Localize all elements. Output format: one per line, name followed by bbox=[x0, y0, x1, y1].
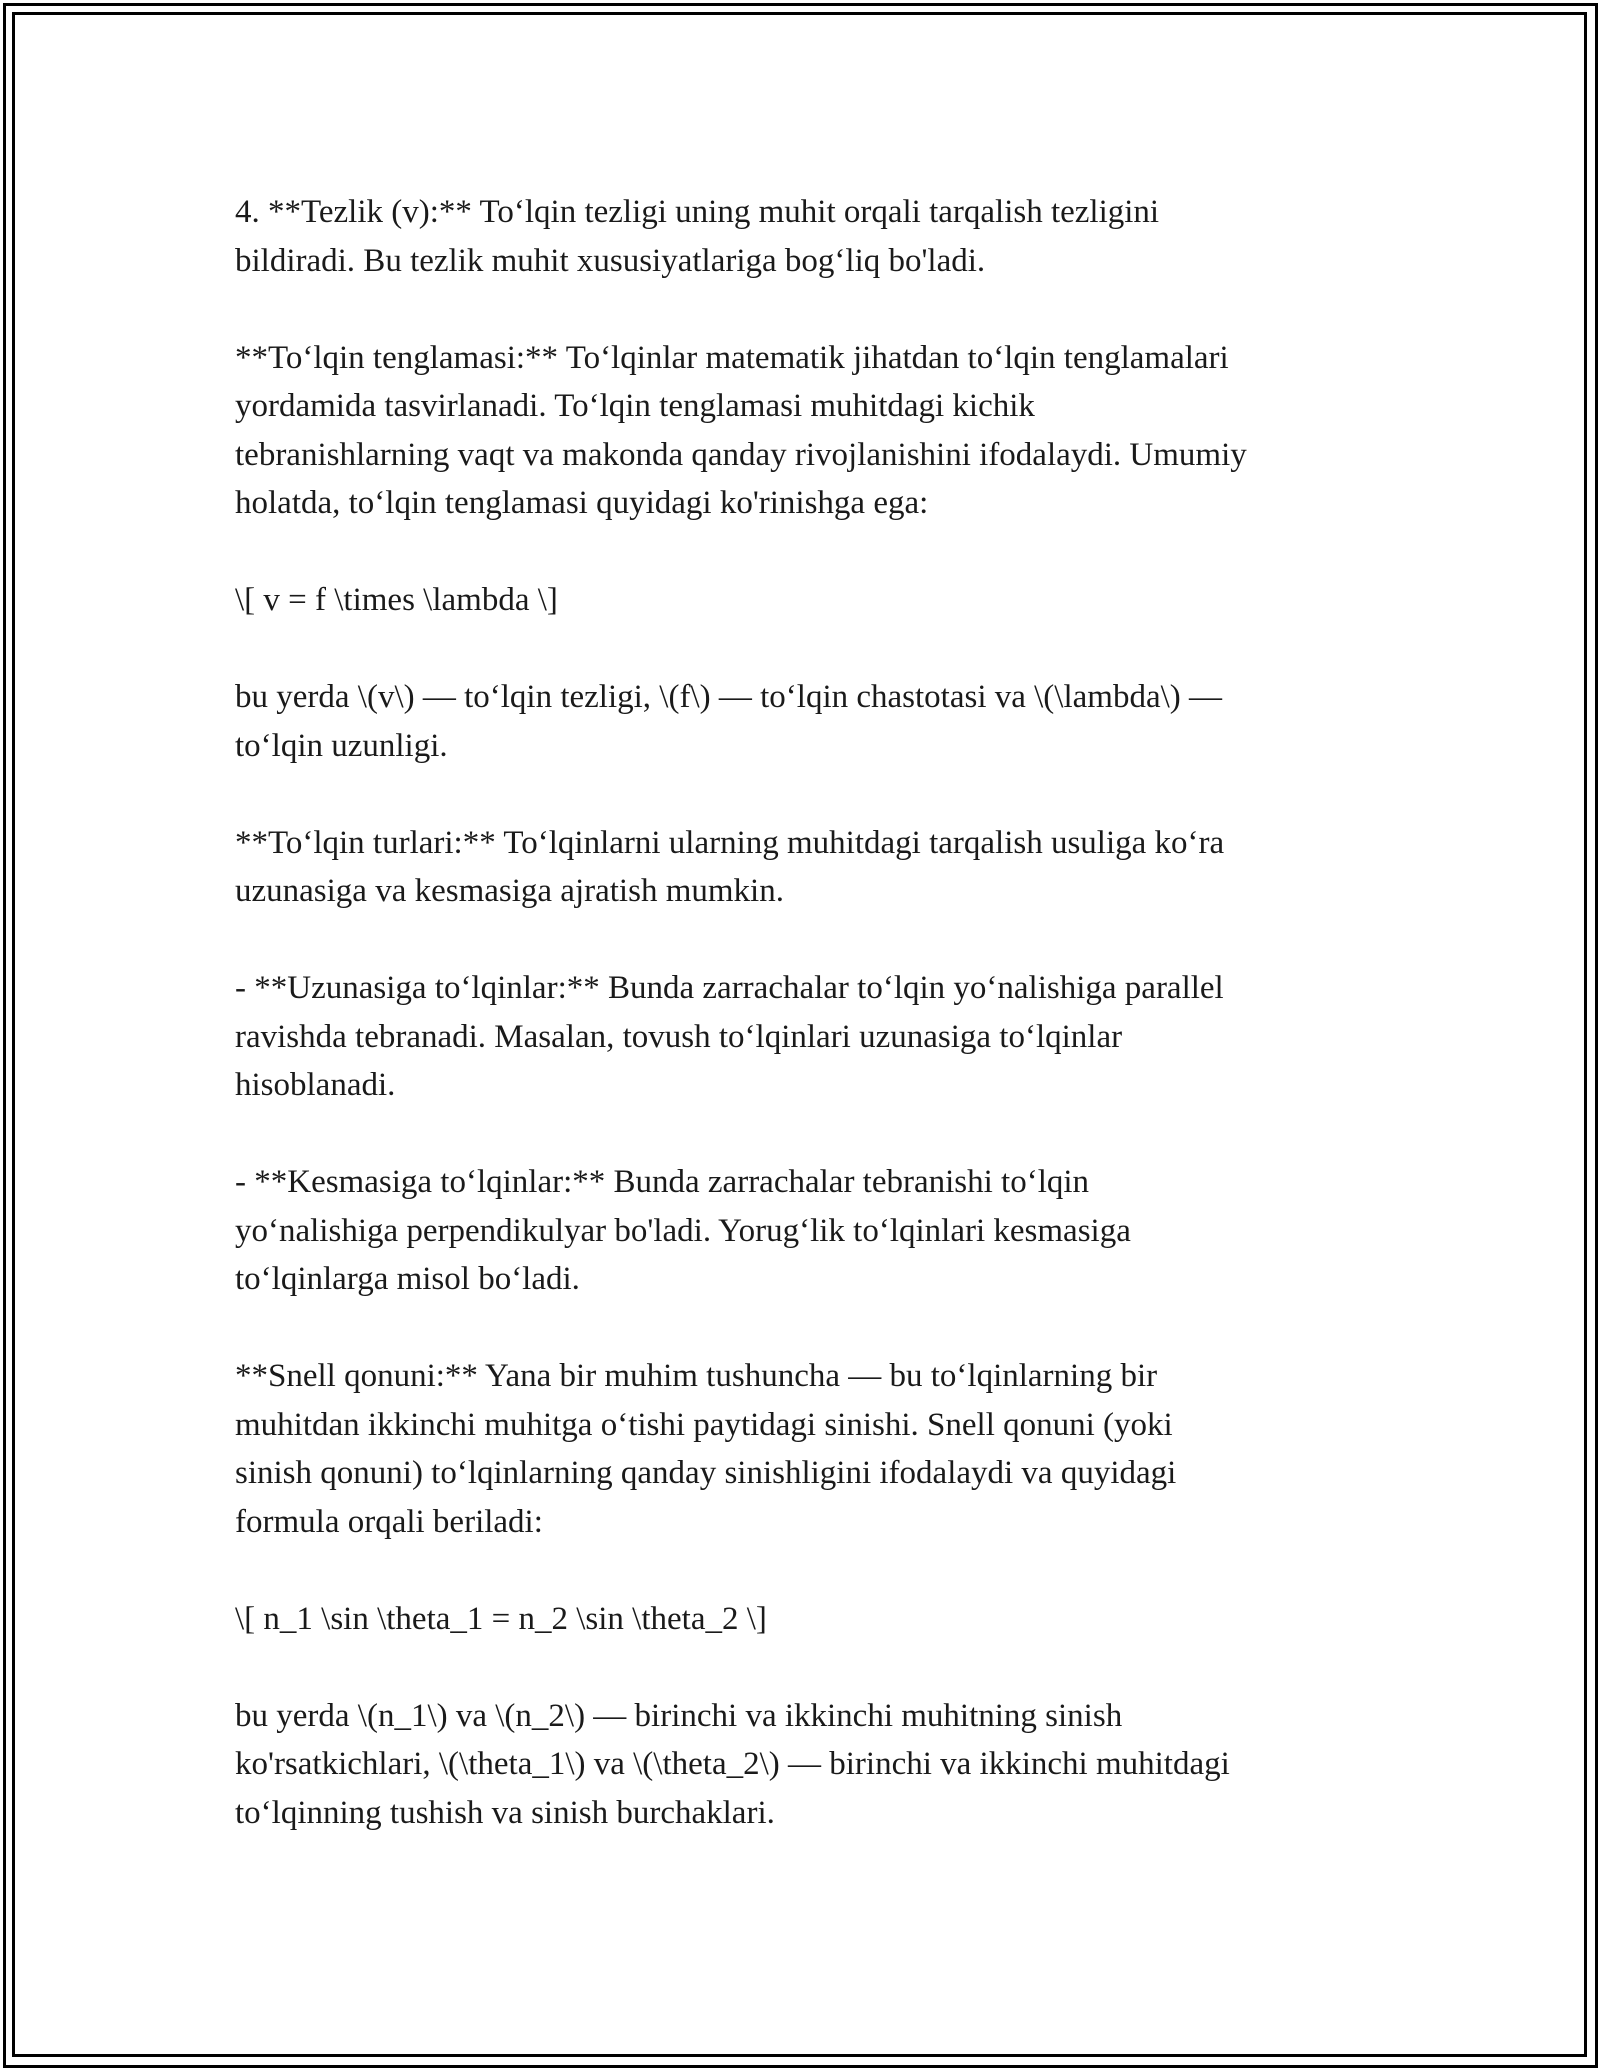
paragraph-wave-types: **To‘lqin turlari:** To‘lqinlarni ularning muhitdagi tarqalish usuliga ko‘ra uzunasiga va kesmasiga ajratish mumkin. bbox=[235, 824, 1225, 909]
formula-wave-speed: \[ v = f \times \lambda \] bbox=[235, 582, 558, 618]
paragraph-snell-definitions: bu yerda \(n_1\) va \(n_2\) — birinchi va ikkinchi muhitning sinish ko'rsatkichlari, \(\theta_1\) va \(\theta_2\) — birinchi va ikkinchi muhitdagi to‘lqinning tushish va sinish burchaklari. bbox=[235, 1697, 1230, 1831]
formula-snell-law: \[ n_1 \sin \theta_1 = n_2 \sin \theta_2 \] bbox=[235, 1600, 767, 1637]
list-item-transverse-waves: - **Kesmasiga to‘lqinlar:** Bunda zarrachalar tebranishi to‘lqin yo‘nalishiga perpendikulyar bo'ladi. Yorug‘lik to‘lqinlari kesmasiga to‘lqinlarga misol bo‘ladi. bbox=[235, 1164, 1131, 1297]
paragraph-snell-law: **Snell qonuni:** Yana bir muhim tushuncha — bu to‘lqinlarning bir muhitdan ikkinchi muhitga o‘tishi paytidagi sinishi. Snell qonuni (yoki sinish qonuni) to‘lqinlarning qanday sinishligini ifodalaydi va quyidagi formula orqali beriladi: bbox=[235, 1358, 1177, 1540]
paragraph-wave-equation: **To‘lqin tenglamasi:** To‘lqinlar matematik jihatdan to‘lqin tenglamalari yordamida tasvirlanadi. To‘lqin tenglamasi muhitdagi kichik tebranishlarning vaqt va makonda qanday rivojlanishini ifodalaydi. Umumiy holatda, to‘lqin tenglamasi quyidagi ko'rinishga ega: bbox=[235, 339, 1247, 521]
paragraph-tezlik: 4. **Tezlik (v):** To‘lqin tezligi uning muhit orqali tarqalish tezligini bildiradi. Bu tezlik muhit xususiyatlariga bog‘liq bo'ladi. bbox=[235, 194, 1160, 279]
list-item-longitudinal-waves: - **Uzunasiga to‘lqinlar:** Bunda zarrachalar to‘lqin yo‘nalishiga parallel ravishda tebranadi. Masalan, tovush to‘lqinlari uzunasiga to‘lqinlar hisoblanadi. bbox=[235, 970, 1224, 1103]
document-body bbox=[235, 188, 1365, 1837]
paragraph-wave-speed-definitions: bu yerda \(v\) — to‘lqin tezligi, \(f\) — to‘lqin chastotasi va \(\lambda\) — to‘lqin uzunligi. bbox=[235, 679, 1223, 764]
